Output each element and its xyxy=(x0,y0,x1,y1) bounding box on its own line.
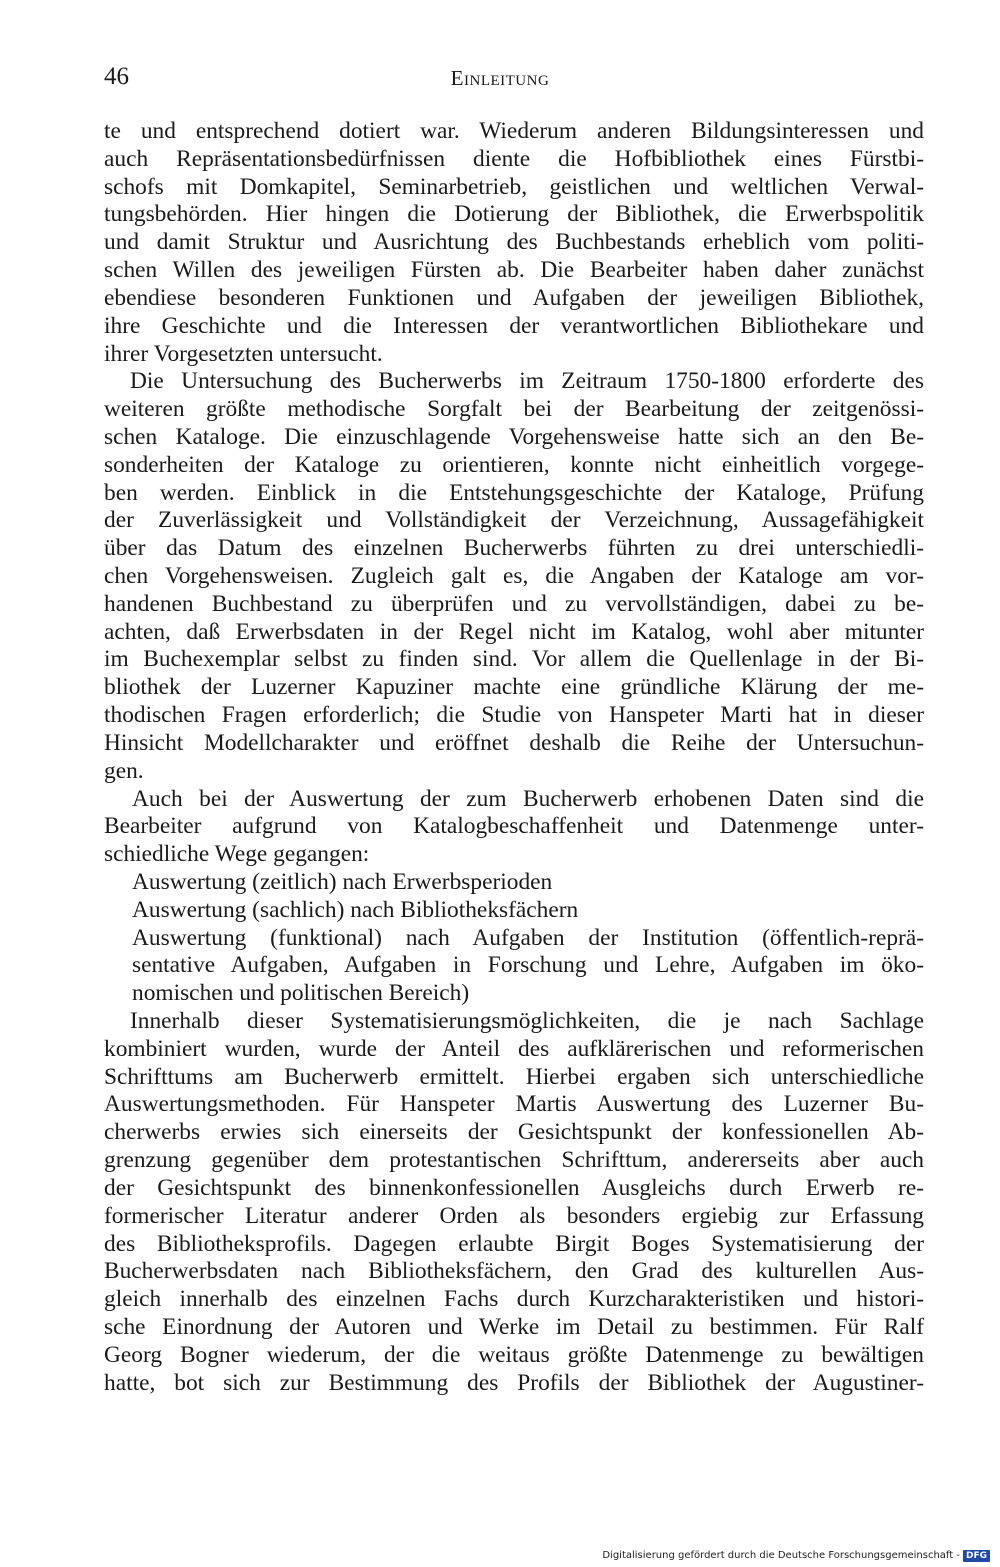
credit-text: Digitalisierung gefördert durch die Deutsche Forschungsgemeinschaft - xyxy=(602,1550,960,1561)
text-line: cherwerbs erwies sich einerseits der Gesichtspunkt der konfessionellen Ab- xyxy=(104,1119,924,1146)
text-line: gen. xyxy=(104,757,144,784)
text-line: der Gesichtspunkt des binnenkonfessionellen Ausgleichs durch Erwerb re- xyxy=(104,1174,924,1201)
text-line: sonderheiten der Kataloge zu orientieren, konnte nicht einheitlich vorgege- xyxy=(104,451,924,478)
digitization-credit xyxy=(602,1549,990,1563)
text-line: Auswertung (funktional) nach Aufgaben der Institution (öffentlich-reprä- xyxy=(132,924,924,951)
text-line: auch Repräsentationsbedürfnissen diente die Hofbibliothek eines Fürstbi- xyxy=(104,145,924,172)
text-line: te und entsprechend dotiert war. Wiederum anderen Bildungsinteressen und xyxy=(104,118,924,144)
text-line: im Buchexemplar selbst zu finden sind. Vor allem die Quellenlage in der Bi- xyxy=(104,646,924,673)
text-line: gleich innerhalb des einzelnen Fachs durch Kurzcharakteristiken und histori- xyxy=(104,1286,924,1313)
text-line: Bearbeiter aufgrund von Katalogbeschaffenheit und Datenmenge unter- xyxy=(104,813,924,840)
text-line: Hinsicht Modellcharakter und eröffnet deshalb die Reihe der Untersuchun- xyxy=(104,729,924,756)
text-line: ben werden. Einblick in die Entstehungsgeschichte der Kataloge, Prüfung xyxy=(104,479,924,506)
text-line: über das Datum des einzelnen Bucherwerbs führten zu drei unterschiedli- xyxy=(104,535,924,562)
page-number: 46 xyxy=(104,63,129,90)
text-line: formerischer Literatur anderer Orden als besonders ergiebig zur Erfassung xyxy=(104,1202,924,1229)
text-line: der Zuverlässigkeit und Vollständigkeit der Verzeichnung, Aussagefähigkeit xyxy=(104,507,924,534)
text-line: ebendiese besonderen Funktionen und Aufgaben der jeweiligen Bibliothek, xyxy=(104,284,924,311)
text-line: grenzung gegenüber dem protestantischen Schrifttum, andererseits aber auch xyxy=(104,1147,924,1174)
text-line: ihre Geschichte und die Interessen der verantwortlichen Bibliothekare und xyxy=(104,312,924,339)
text-line: Auswertung (zeitlich) nach Erwerbsperioden xyxy=(132,868,553,895)
text-line: bliothek der Luzerner Kapuziner machte eine gründliche Klärung der me- xyxy=(104,674,924,701)
text-line: achten, daß Erwerbsdaten in der Regel nicht im Katalog, wohl aber mitunter xyxy=(104,618,924,645)
text-line: Auch bei der Auswertung der zum Bucherwerb erhobenen Daten sind die xyxy=(132,785,924,812)
text-line: Die Untersuchung des Bucherwerbs im Zeitraum 1750-1800 erforderte des xyxy=(130,368,924,395)
text-line: nomischen und politischen Bereich) xyxy=(132,980,470,1007)
text-line: Auswertungsmethoden. Für Hanspeter Martis Auswertung des Luzerner Bu- xyxy=(104,1091,924,1118)
text-line: Schrifttums am Bucherwerb ermittelt. Hierbei ergaben sich unterschiedliche xyxy=(104,1063,924,1090)
text-line: und damit Struktur und Ausrichtung des Buchbestands erheblich vom politi- xyxy=(104,229,924,256)
text-line: chen Vorgehensweisen. Zugleich galt es, die Angaben der Kataloge am vor- xyxy=(104,563,924,589)
text-line: schen Kataloge. Die einzuschlagende Vorgehensweise hatte sich an den Be- xyxy=(104,423,924,450)
text-line: schofs mit Domkapitel, Seminarbetrieb, geistlichen und weltlichen Verwal- xyxy=(104,173,924,200)
text-line: tungsbehörden. Hier hingen die Dotierung der Bibliothek, die Erwerbspolitik xyxy=(104,201,924,228)
text-line: schiedliche Wege gegangen: xyxy=(104,841,370,868)
text-line: handenen Buchbestand zu überprüfen und zu vervollständigen, dabei zu be- xyxy=(104,590,924,617)
text-line: kombiniert wurden, wurde der Anteil des aufklärerischen und reformerischen xyxy=(104,1035,924,1062)
body-text xyxy=(104,118,924,1397)
text-line: thodischen Fragen erforderlich; die Studie von Hanspeter Marti hat in dieser xyxy=(104,702,924,729)
text-line: Innerhalb dieser Systematisierungsmöglichkeiten, die je nach Sachlage xyxy=(130,1008,924,1034)
text-line: ihrer Vorgesetzten untersucht. xyxy=(104,340,383,367)
text-line: Bucherwerbsdaten nach Bibliotheksfächern, den Grad des kulturellen Aus- xyxy=(104,1258,924,1285)
text-line: Georg Bogner wiederum, der die weitaus größte Datenmenge zu bewältigen xyxy=(104,1341,924,1368)
text-line: sche Einordnung der Autoren und Werke im Detail zu bestimmen. Für Ralf xyxy=(104,1313,924,1340)
running-head: Einleitung xyxy=(450,66,550,90)
text-line: sentative Aufgaben, Aufgaben in Forschung und Lehre, Aufgaben im öko- xyxy=(132,952,924,979)
text-line: des Bibliotheksprofils. Dagegen erlaubte Birgit Boges Systematisierung der xyxy=(104,1230,924,1257)
dfg-logo: DFG xyxy=(963,1550,990,1562)
text-line: Auswertung (sachlich) nach Bibliotheksfächern xyxy=(132,896,579,923)
text-line: schen Willen des jeweiligen Fürsten ab. Die Bearbeiter haben daher zunächst xyxy=(104,257,924,284)
text-line: weiteren größte methodische Sorgfalt bei der Bearbeitung der zeitgenössi- xyxy=(104,396,924,423)
text-line: hatte, bot sich zur Bestimmung des Profils der Bibliothek der Augustiner- xyxy=(104,1369,924,1396)
